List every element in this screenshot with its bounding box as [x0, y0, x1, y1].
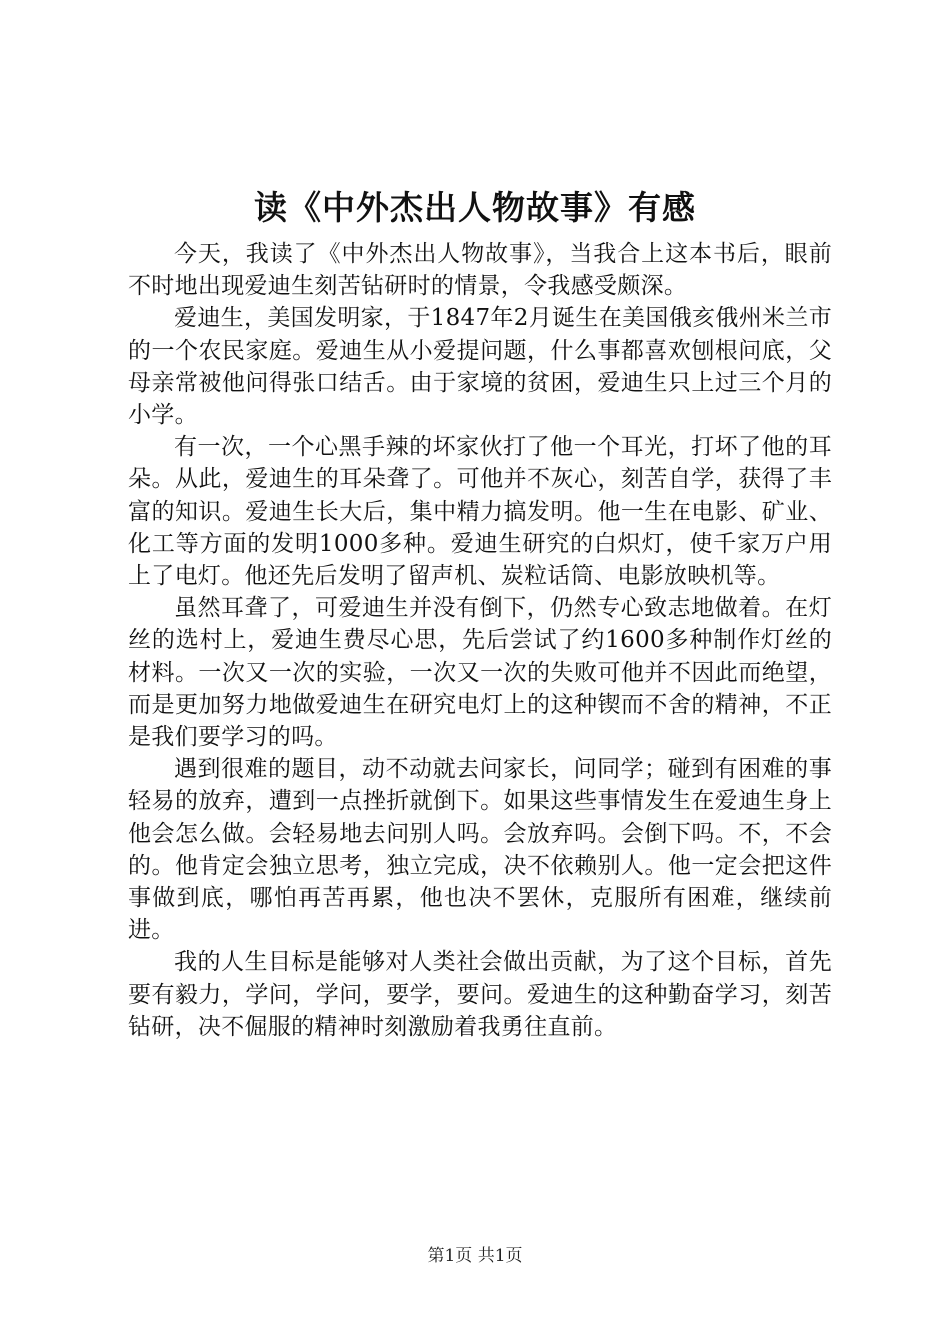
paragraph-4: 虽然耳聋了，可爱迪生并没有倒下，仍然专心致志地做着。在灯丝的选村上，爱迪生费尽心思，先后尝试了约1600多种制作灯丝的材料。一次又一次的实验，一次又一次的失败可他并不因此而绝望，而是更加努力地做爱迪生在研究电灯上的这种锲而不舍的精神，不正是我们要学习的吗。 — [128, 595, 832, 751]
paragraph-6: 我的人生目标是能够对人类社会做出贡献，为了这个目标，首先要有毅力，学问，学问，要学，要问。爱迪生的这种勤奋学习，刻苦钻研，决不倔服的精神时刻激励着我勇往直前。 — [128, 949, 832, 1040]
paragraph-3: 有一次，一个心黑手辣的坏家伙打了他一个耳光，打坏了他的耳朵。从此，爱迪生的耳朵聋了。可他并不灰心，刻苦自学，获得了丰富的知识。爱迪生长大后，集中精力搞发明。他一生在电影、矿业、化工等方面的发明1000多种。爱迪生研究的白炽灯，使千家万户用上了电灯。他还先后发明了留声机、炭粒话筒、电影放映机等。 — [128, 434, 832, 590]
document-body — [128, 238, 832, 1043]
page-number-footer: 第1页 共1页 — [427, 1246, 523, 1266]
paragraph-2: 爱迪生，美国发明家，于1847年2月诞生在美国俄亥俄州米兰市的一个农民家庭。爱迪生从小爱提问题，什么事都喜欢刨根问底，父母亲常被他问得张口结舌。由于家境的贫困，爱迪生只上过三个月的小学。 — [128, 305, 832, 429]
paragraph-5: 遇到很难的题目，动不动就去问家长，问同学；碰到有困难的事轻易的放弃，遭到一点挫折就倒下。如果这些事情发生在爱迪生身上他会怎么做。会轻易地去问别人吗。会放弃吗。会倒下吗。不，不会的。他肯定会独立思考，独立完成，决不依赖别人。他一定会把这件事做到底，哪怕再苦再累，他也决不罢休，克服所有困难，继续前进。 — [128, 756, 832, 944]
document-title: 读《中外杰出人物故事》有感 — [254, 188, 696, 227]
paragraph-1: 今天，我读了《中外杰出人物故事》，当我合上这本书后，眼前不时地出现爱迪生刻苦钻研时的情景，令我感受颇深。 — [128, 241, 832, 300]
